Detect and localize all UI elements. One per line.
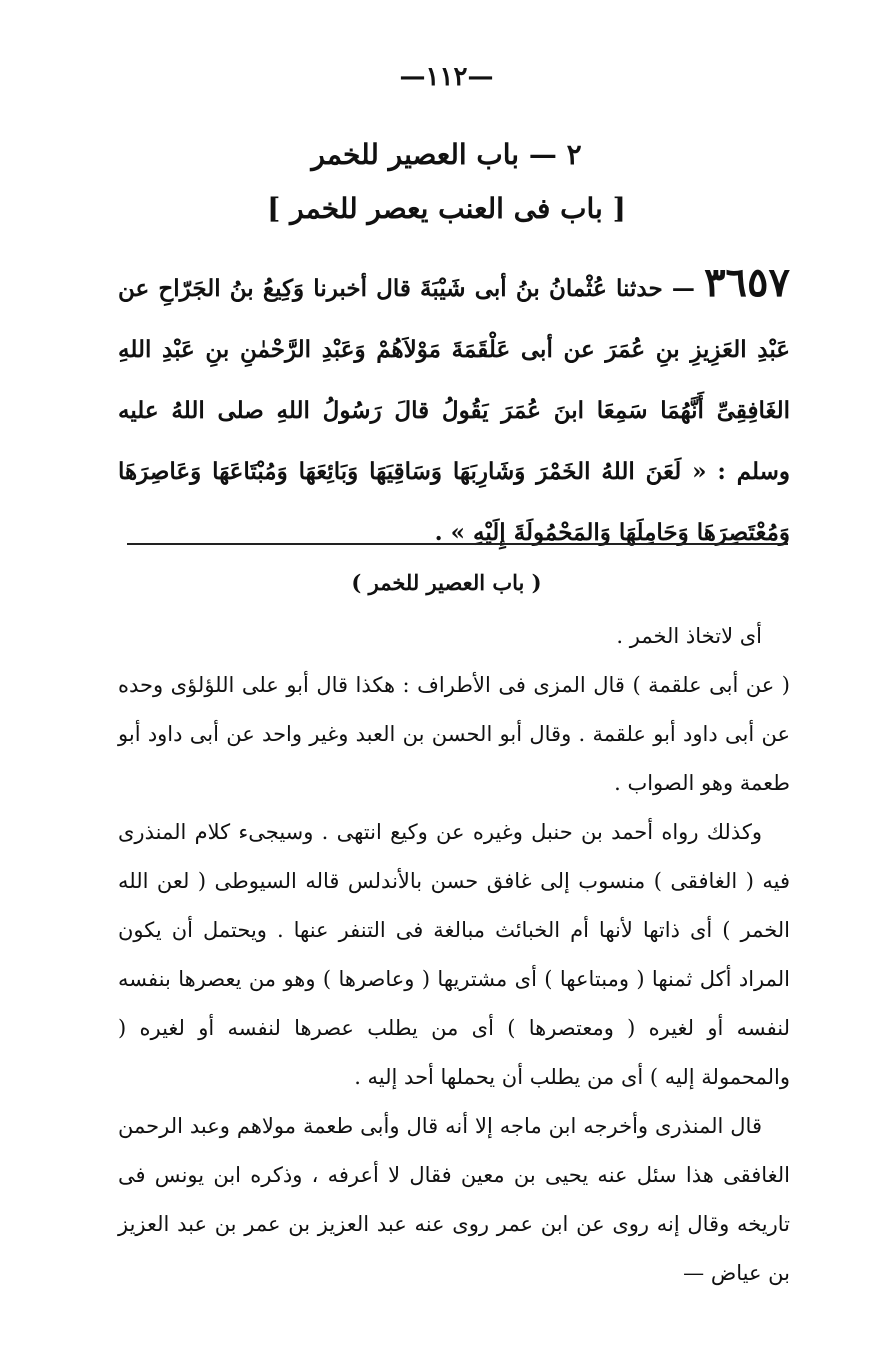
commentary-paragraph: قال المنذرى وأخرجه ابن ماجه إلا أنه قال وأبى طعمة مولاهم وعبد الرحمن الغافقى هذا سئل عنه يحيى بن معين فقال لا أعرفه ، وذكره ابن يونس فى تاريخه وقال إنه روى عن ابن عمر روى عنه عبد العزيز بن عمر بن عبد العزيز بن عياض — [118,1114,790,1285]
hadith-number: ٣٦٥٧ [704,259,790,306]
section-divider [127,543,788,545]
commentary-block [118,612,790,1298]
commentary-paragraph: ( عن أبى علقمة ) قال المزى فى الأطراف : هكذا قال أبو على اللؤلؤى وحده عن أبى داود أبو علقمة . وقال أبو الحسن بن العبد وغير واحد عن أبى داود أبو طعمة وهو الصواب . [118,673,790,795]
hadith-text: — حدثنا عُثْمانُ بنُ أبى شَيْبَةَ قال أخبرنا وَكِيعُ بنُ الجَرّاحِ عن عَبْدِ العَزِيزِ بنِ عُمَرَ عن أبى عَلْقَمَةَ مَوْلاَهُمْ وَعَبْدِ الرَّحْمٰنِ بنِ عَبْدِ اللهِ الغَافِقِىِّ أَنَّهُمَا سَمِعَا ابنَ عُمَرَ يَقُولُ قالَ رَسُولُ اللهِ صلى اللهُ عليه وسلم : « لَعَنَ اللهُ الخَمْرَ وَشَارِبَهَا وَسَاقِيَهَا وَبَائِعَهَا وَمُبْتَاعَهَا وَعَاصِرَهَا وَمُعْتَصِرَهَا وَحَامِلَهَا وَالمَحْمُولَةَ إِلَيْهِ » . [118,275,790,546]
hadith-text-block [118,252,790,563]
chapter-heading: ٢ — باب العصير للخمر [311,138,582,171]
commentary-paragraph: أى لاتخاذ الخمر . [616,624,762,648]
chapter-subheading: [ باب فى العنب يعصر للخمر ] [267,192,626,225]
commentary-paragraph: وكذلك رواه أحمد بن حنبل وغيره عن وكيع انتهى . وسيجىء كلام المنذرى فيه ( الغافقى ) منسوب إلى غافق حسن بالأندلس قاله السيوطى ( لعن الله الخمر ) أى ذاتها لأنها أم الخبائث مبالغة فى التنفر عنها . ويحتمل أن يكون المراد أكل ثمنها ( ومبتاعها ) أى مشتريها ( وعاصرها ) وهو من يعصرها بنفسه لنفسه أو لغيره ( ومعتصرها ) أى من يطلب عصرها لنفسه أو لغيره ( والمحمولة إليه ) أى من يطلب أن يحملها أحد إليه . [118,820,790,1089]
page-number: —١١٢— [399,62,494,92]
commentary-heading: ( باب العصير للخمر ) [351,570,542,595]
